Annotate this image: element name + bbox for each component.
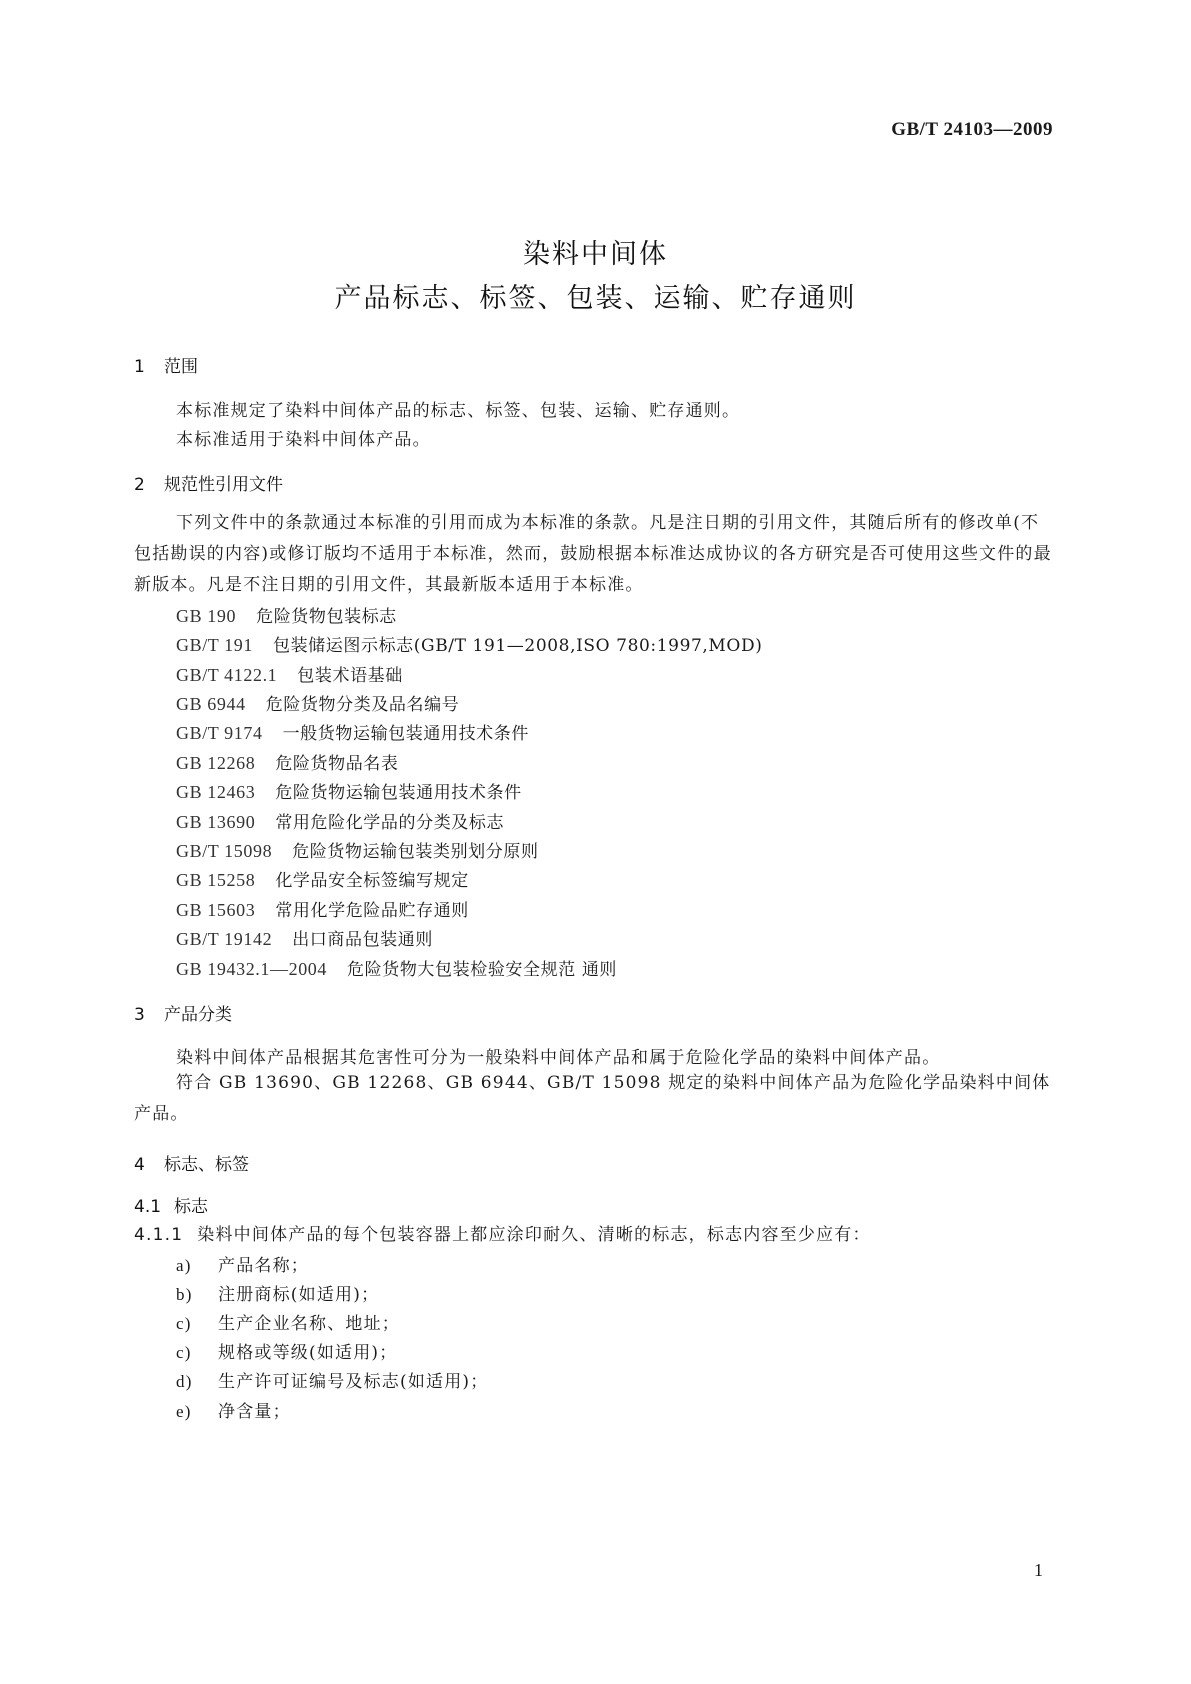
reference-item: GB 190 危险货物包装标志 <box>176 606 397 627</box>
section-3-heading: 3 产品分类 <box>134 1005 232 1025</box>
reference-item: GB 13690 常用危险化学品的分类及标志 <box>176 812 505 833</box>
reference-item: GB 19432.1—2004 危险货物大包装检验安全规范 通则 <box>176 959 618 980</box>
section-2-heading: 2 规范性引用文件 <box>134 475 283 495</box>
reference-item: GB 12463 危险货物运输包装通用技术条件 <box>176 782 522 803</box>
reference-item: GB/T 15098 危险货物运输包装类别划分原则 <box>176 841 539 862</box>
reference-item: GB/T 9174 一般货物运输包装通用技术条件 <box>176 723 529 744</box>
document-title-line-2: 产品标志、标签、包装、运输、贮存通则 <box>334 283 857 314</box>
document-title-line-1: 染料中间体 <box>523 239 668 270</box>
list-item: d) 生产许可证编号及标志(如适用)； <box>176 1372 489 1392</box>
reference-item: GB/T 19142 出口商品包装通则 <box>176 929 433 950</box>
reference-item: GB 12268 危险货物品名表 <box>176 753 399 774</box>
reference-item: GB 15258 化学品安全标签编写规定 <box>176 870 469 891</box>
reference-item: GB/T 191 包装储运图示标志(GB/T 191—2008,ISO 780:1997,MOD) <box>176 635 763 656</box>
list-item: c) 规格或等级(如适用)； <box>176 1343 398 1363</box>
section-4-1-heading: 4.1 标志 <box>134 1197 208 1217</box>
list-item: c) 生产企业名称、地址； <box>176 1314 400 1334</box>
section-3-paragraph-1: 染料中间体产品根据其危害性可分为一般染料中间体产品和属于危险化学品的染料中间体产品。 <box>176 1048 941 1068</box>
standard-code: GB/T 24103—2009 <box>891 119 1053 140</box>
section-1-paragraph-2: 本标准适用于染料中间体产品。 <box>176 430 431 450</box>
list-item: e) 净含量； <box>176 1402 291 1422</box>
page-number: 1 <box>1034 1560 1043 1580</box>
reference-item: GB 6944 危险货物分类及品名编号 <box>176 694 460 715</box>
section-1-paragraph-1: 本标准规定了染料中间体产品的标志、标签、包装、运输、贮存通则。 <box>176 401 741 421</box>
list-item: a) 产品名称； <box>176 1256 309 1276</box>
section-2-intro: 下列文件中的条款通过本标准的引用而成为本标准的条款。凡是注日期的引用文件，其随后所有的修改单(不包括勘误的内容)或修订版均不适用于本标准，然而，鼓励根据本标准达成协议的各方研究是否可使用这些文件的最新版本。凡是不注日期的引用文件，其最新版本适用于本标准。 <box>134 513 1052 595</box>
section-1-heading: 1 范围 <box>134 357 198 377</box>
reference-item: GB 15603 常用化学危险品贮存通则 <box>176 900 469 921</box>
section-4-heading: 4 标志、标签 <box>134 1155 249 1175</box>
section-3-paragraph-2: 符合 GB 13690、GB 12268、GB 6944、GB/T 15098 规定的染料中间体产品为危险化学品染料中间体产品。 <box>134 1073 1051 1124</box>
clause-4-1-1: 4.1.1 染料中间体产品的每个包装容器上都应涂印耐久、清晰的标志，标志内容至少应有： <box>134 1225 871 1245</box>
reference-item: GB/T 4122.1 包装术语基础 <box>176 665 403 686</box>
list-item: b) 注册商标(如适用)； <box>176 1285 380 1305</box>
